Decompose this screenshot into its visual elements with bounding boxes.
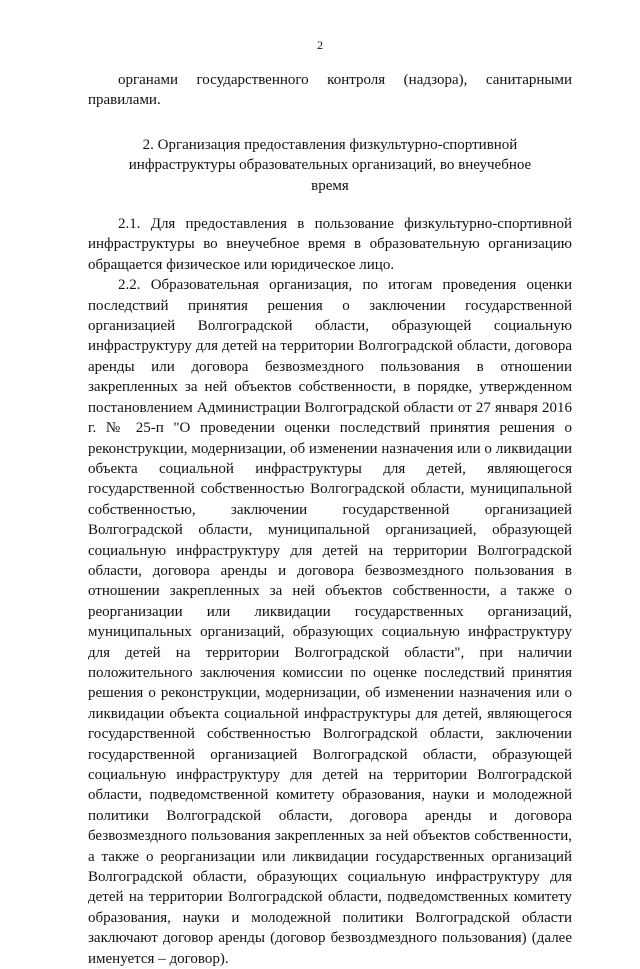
spacer [88, 196, 572, 214]
intro-paragraph: органами государственного контроля (надзора), санитарными правилами. [88, 72, 572, 109]
section-heading-line-1: 2. Организация предоставления физкультурно-спортивной [142, 136, 518, 153]
paragraph-2-1: 2.1. Для предоставления в пользование физкультурно-спортивной инфраструктуры во внеучебное время в образовательную организацию обращается физическое или юридическое лицо. [88, 216, 572, 273]
document-body [88, 70, 572, 969]
section-heading-line-2: инфраструктуры образовательных организаций, во внеучебное время [128, 157, 532, 194]
paragraph-2-2: 2.2. Образовательная организация, по итогам проведения оценки последствий принятия решения о заключении государственной организацией Волгоградской области, образующей социальную инфраструктуру для детей на территории Волгоградской области, договора аренды или договора безвозмездного пользования в отношении закрепленных за ней объектов собственности, в порядке, утвержденном постановлением Администрации Волгоградской области от 27 января 2016 г. № 25-п "О проведении оценки последствий принятия решения о реконструкции, модернизации, об изменении назначения или о ликвидации объекта социальной инфраструктуры для детей, являющегося государственной собственностью Волгоградской области, муниципальной собственностью, заключении государственной организацией Волгоградской области, муниципальной организацией, образующей социальную инфраструктуру для детей на территории Волгоградской области, договора аренды и договора безвозмездного пользования в отношении закрепленных за ней объектов собственности, а также о реорганизации или ликвидации государственных организаций, муниципальных организаций, образующих социальную инфраструктуру для детей на территории Волгоградской области", при наличии положительного заключения комиссии по оценке последствий принятия решения о реконструкции, модернизации, об изменении назначения или о ликвидации объекта социальной инфраструктуры для детей, являющегося государственной собственностью Волгоградской области, заключении государственной организацией Волгоградской области, образующей социальную инфраструктуру для детей на территории Волгоградской области, подведомственной комитету образования, науки и молодежной политики Волгоградской области, договора аренды и договора безвозмездного пользования закрепленных за ней объектов собственности, а также о реорганизации или ликвидации государственных организаций Волгоградской области, образующих социальную инфраструктуру для детей на территории Волгоградской области, подведомственных комитету образования, науки и молодежной политики Волгоградской области заключают договор аренды (договор безвоздмездного пользования) (далее именуется – договор). [88, 277, 572, 967]
section-heading [88, 135, 572, 196]
page-number: 2 [317, 38, 323, 52]
